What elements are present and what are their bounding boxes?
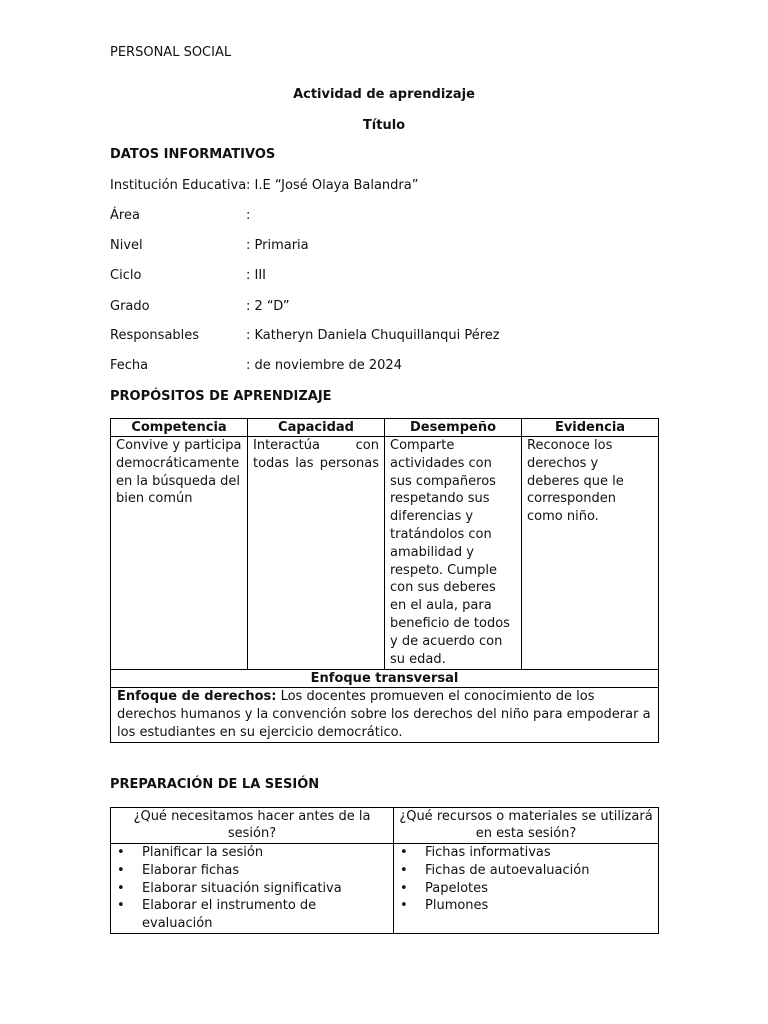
- header-evidencia: Evidencia: [522, 419, 659, 437]
- info-value-nivel: : Primaria: [246, 238, 309, 253]
- enfoque-title: Enfoque transversal: [111, 670, 659, 688]
- table-row: [111, 844, 659, 934]
- info-label-institucion: Institución Educativa: [110, 178, 247, 193]
- info-label-nivel: Nivel: [110, 238, 143, 253]
- subject-header: PERSONAL SOCIAL: [110, 45, 232, 60]
- enfoque-cell: [111, 688, 659, 743]
- list-item-text: Planificar la sesión: [142, 845, 264, 860]
- cell-desempeno: Comparte actividades con sus compañeros respetando sus diferencias y tratándolos con amabilidad y respeto. Cumple con sus deberes en el aula, para beneficio de todos y de acuerdo con su edad.: [385, 437, 522, 670]
- list-item-text: Plumones: [425, 898, 489, 914]
- info-label-area: Área: [110, 208, 140, 223]
- enfoque-body-row: [111, 688, 659, 743]
- bullet-icon: •: [400, 898, 408, 914]
- propositos-heading: PROPÓSITOS DE APRENDIZAJE: [110, 389, 332, 404]
- list-item-text: Fichas informativas: [425, 845, 551, 860]
- list-item: [400, 862, 654, 880]
- table-header-row: [111, 808, 659, 844]
- list-item-text: Fichas de autoevaluación: [425, 862, 590, 878]
- enfoque-label: Enfoque de derechos:: [117, 689, 277, 704]
- info-value-area: :: [246, 208, 251, 223]
- cell-capacidad: Interactúa con todas las personas: [248, 437, 385, 670]
- list-item-text: Papelotes: [425, 880, 488, 896]
- propositos-table: [110, 418, 659, 743]
- list-item: [117, 844, 389, 862]
- datos-heading: DATOS INFORMATIVOS: [110, 147, 276, 162]
- info-value-fecha: : de noviembre de 2024: [246, 358, 402, 373]
- cell-antes: [111, 844, 394, 934]
- info-label-fecha: Fecha: [110, 358, 149, 373]
- bullet-icon: •: [400, 862, 408, 878]
- cell-evidencia: Reconoce los derechos y deberes que le corresponden como niño.: [522, 437, 659, 670]
- list-item: [117, 880, 389, 898]
- page-title: Título: [362, 118, 406, 133]
- list-item: [400, 880, 654, 898]
- antes-list: [117, 844, 389, 933]
- bullet-icon: •: [400, 845, 408, 860]
- list-item: [400, 844, 654, 862]
- info-value-ciclo: : III: [246, 268, 267, 283]
- info-value-responsables: : Katheryn Daniela Chuquillanqui Pérez: [246, 328, 500, 343]
- info-label-ciclo: Ciclo: [110, 268, 142, 283]
- info-value-institucion: : I.E “José Olaya Balandra”: [246, 178, 419, 193]
- info-value-grado: : 2 “D”: [246, 299, 290, 314]
- table-row: [111, 437, 659, 670]
- bullet-icon: •: [117, 845, 125, 860]
- bullet-icon: •: [117, 880, 125, 896]
- activity-title: Actividad de aprendizaje: [293, 87, 475, 102]
- cell-competencia: Convive y participa democráticamente en la búsqueda del bien común: [111, 437, 248, 670]
- list-item: [400, 897, 654, 915]
- bullet-icon: •: [400, 880, 408, 896]
- enfoque-text: Los docentes promueven el conocimiento de los derechos humanos y la convención sobre los derechos del niño para empoderar a los estudiantes en su ejercicio democrático.: [117, 689, 651, 740]
- list-item-text: Elaborar situación significativa: [142, 880, 342, 896]
- header-recursos: ¿Qué recursos o materiales se utilizará en esta sesión?: [394, 808, 659, 844]
- cell-recursos: [394, 844, 659, 934]
- recursos-list: [400, 844, 654, 915]
- list-item-text: Elaborar fichas: [142, 862, 240, 878]
- enfoque-title-row: [111, 670, 659, 688]
- bullet-icon: •: [117, 862, 125, 878]
- bullet-icon: •: [117, 898, 125, 914]
- list-item-text: Elaborar el instrumento de evaluación: [142, 898, 317, 932]
- header-competencia: Competencia: [111, 419, 248, 437]
- list-item: [117, 862, 389, 880]
- header-antes: ¿Qué necesitamos hacer antes de la sesión?: [111, 808, 394, 844]
- header-capacidad: Capacidad: [248, 419, 385, 437]
- table-header-row: [111, 419, 659, 437]
- info-label-grado: Grado: [110, 299, 150, 314]
- preparacion-heading: PREPARACIÓN DE LA SESIÓN: [110, 777, 320, 792]
- list-item: [117, 897, 389, 933]
- header-desempeno: Desempeño: [385, 419, 522, 437]
- info-label-responsables: Responsables: [110, 328, 200, 343]
- preparacion-table: [110, 807, 659, 934]
